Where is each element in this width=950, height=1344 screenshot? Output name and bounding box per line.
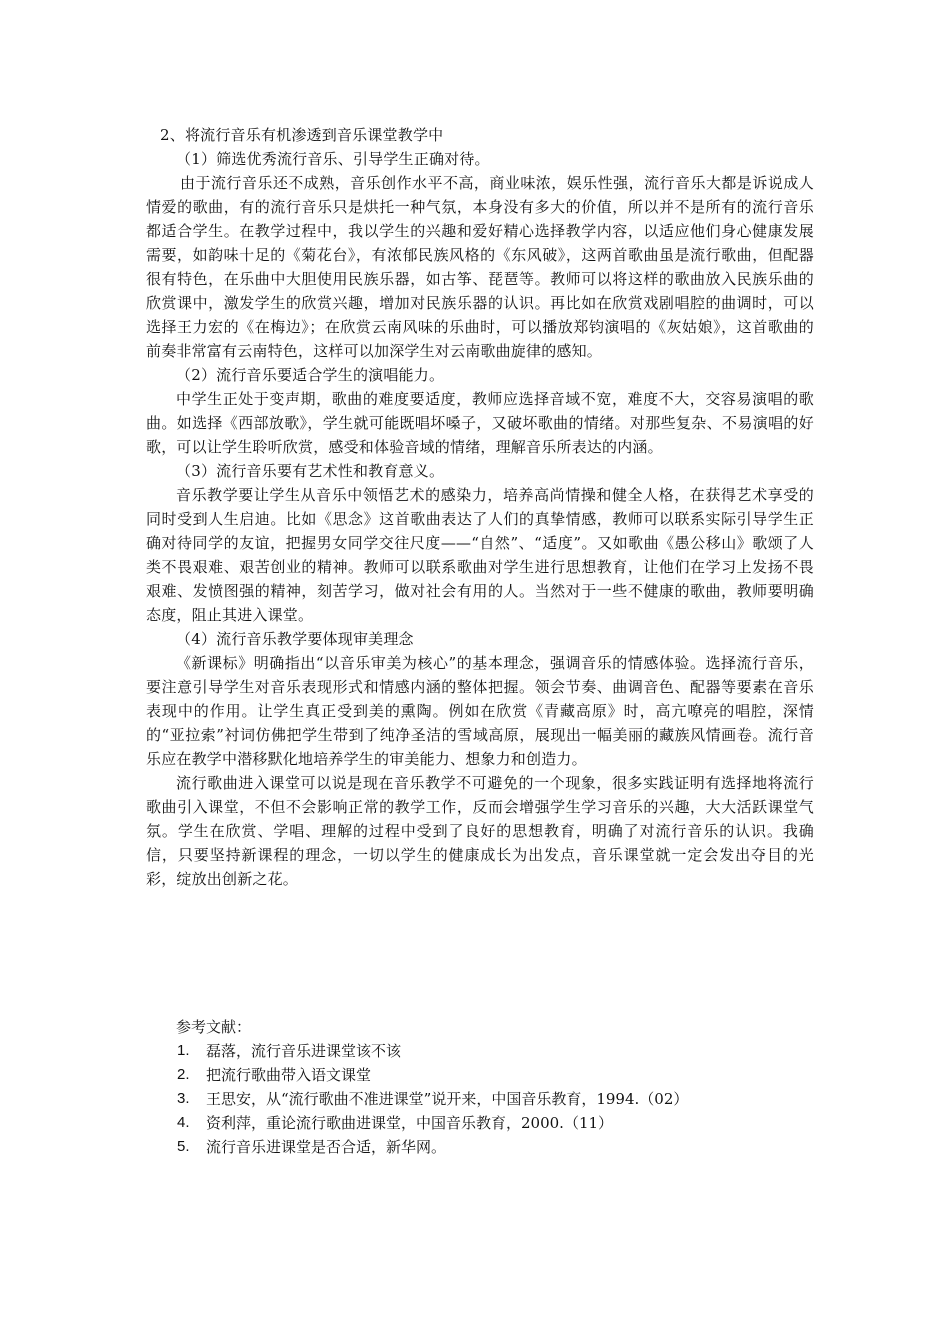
subsection-heading-1: （1）筛选优秀流行音乐、引导学生正确对待。 [176, 150, 490, 168]
reference-item [146, 1135, 814, 1159]
reference-item [146, 1111, 814, 1135]
reference-item [146, 1063, 814, 1087]
reference-number: 1. [177, 1042, 190, 1059]
reference-item [146, 1087, 814, 1111]
reference-number: 5. [177, 1138, 190, 1155]
paragraph-5: 流行歌曲进入课堂可以说是现在音乐教学不可避免的一个现象，很多实践证明有选择地将流行歌曲引入课堂，不但不会影响正常的教学工作，反而会增强学生学习音乐的兴趣，大大活跃课堂气氛。学生在欣赏、学唱、理解的过程中受到了良好的思想教育，明确了对流行音乐的认识。我确信，只要坚持新课程的理念，一切以学生的健康成长为出发点，音乐课堂就一定会发出夺目的光彩，绽放出创新之花。 [146, 774, 814, 888]
reference-text: 把流行歌曲带入语文课堂 [206, 1066, 372, 1084]
paragraph-4: 《新课标》明确指出“以音乐审美为核心”的基本理念，强调音乐的情感体验。选择流行音乐，要注意引导学生对音乐表现形式和情感内涵的整体把握。领会节奏、曲调音色、配器等要素在音乐表现中的作用。让学生真正受到美的熏陶。例如在欣赏《青藏高原》时，高亢嘹亮的唱腔，深情的“亚拉索”衬词仿佛把学生带到了纯净圣洁的雪域高原，展现出一幅美丽的藏族风情画卷。流行音乐应在教学中潜移默化地培养学生的审美能力、想象力和创造力。 [146, 654, 814, 768]
reference-text: 王思安，从“流行歌曲不准进课堂”说开来，中国音乐教育，1994.（02） [206, 1090, 689, 1108]
document-body [146, 123, 814, 891]
reference-number: 4. [177, 1114, 190, 1131]
references-list [146, 1039, 814, 1159]
reference-item [146, 1039, 814, 1063]
reference-text: 磊落，流行音乐进课堂该不该 [206, 1042, 402, 1060]
reference-number: 3. [177, 1090, 190, 1107]
reference-text: 资利萍，重论流行歌曲进课堂，中国音乐教育，2000.（11） [206, 1114, 614, 1132]
section-heading: 2、将流行音乐有机渗透到音乐课堂教学中 [160, 126, 444, 144]
subsection-heading-3: （3）流行音乐要有艺术性和教育意义。 [176, 462, 445, 480]
paragraph-3: 音乐教学要让学生从音乐中领悟艺术的感染力，培养高尚情操和健全人格，在获得艺术享受的同时受到人生启迪。比如《思念》这首歌曲表达了人们的真挚情感，教师可以联系实际引导学生正确对待同学的友谊，把握男女同学交往尺度——“自然”、“适度”。又如歌曲《愚公移山》歌颂了人类不畏艰难、艰苦创业的精神。教师可以联系歌曲对学生进行思想教育，让他们在学习上发扬不畏艰难、发愤图强的精神，刻苦学习，做对社会有用的人。当然对于一些不健康的歌曲，教师要明确态度，阻止其进入课堂。 [146, 486, 814, 624]
references-section [146, 1015, 814, 1159]
references-title: 参考文献： [176, 1018, 252, 1036]
paragraph-1: 由于流行音乐还不成熟，音乐创作水平不高，商业味浓，娱乐性强，流行音乐大都是诉说成人情爱的歌曲，有的流行音乐只是烘托一种气氛，本身没有多大的价值，所以并不是所有的流行音乐都适合学生。在教学过程中，我以学生的兴趣和爱好精心选择教学内容，以适应他们身心健康发展需要，如韵味十足的《菊花台》，有浓郁民族风格的《东风破》，这两首歌曲虽是流行歌曲，但配器很有特色，在乐曲中大胆使用民族乐器，如古筝、琵琶等。教师可以将这样的歌曲放入民族乐曲的欣赏课中，激发学生的欣赏兴趣，增加对民族乐器的认识。再比如在欣赏戏剧唱腔的曲调时，可以选择王力宏的《在梅边》；在欣赏云南风味的乐曲时，可以播放郑钧演唱的《灰姑娘》，这首歌曲的前奏非常富有云南特色，这样可以加深学生对云南歌曲旋律的感知。 [146, 174, 814, 360]
reference-text: 流行音乐进课堂是否合适，新华网。 [206, 1138, 447, 1156]
subsection-heading-2: （2）流行音乐要适合学生的演唱能力。 [176, 366, 445, 384]
subsection-heading-4: （4）流行音乐教学要体现审美理念 [176, 630, 414, 648]
reference-number: 2. [177, 1066, 190, 1083]
paragraph-2: 中学生正处于变声期，歌曲的难度要适度，教师应选择音域不宽，难度不大，交容易演唱的歌曲。如选择《西部放歌》，学生就可能既唱坏嗓子，又破坏歌曲的情绪。对那些复杂、不易演唱的好歌，可以让学生聆听欣赏，感受和体验音域的情绪，理解音乐所表达的内涵。 [146, 390, 814, 456]
